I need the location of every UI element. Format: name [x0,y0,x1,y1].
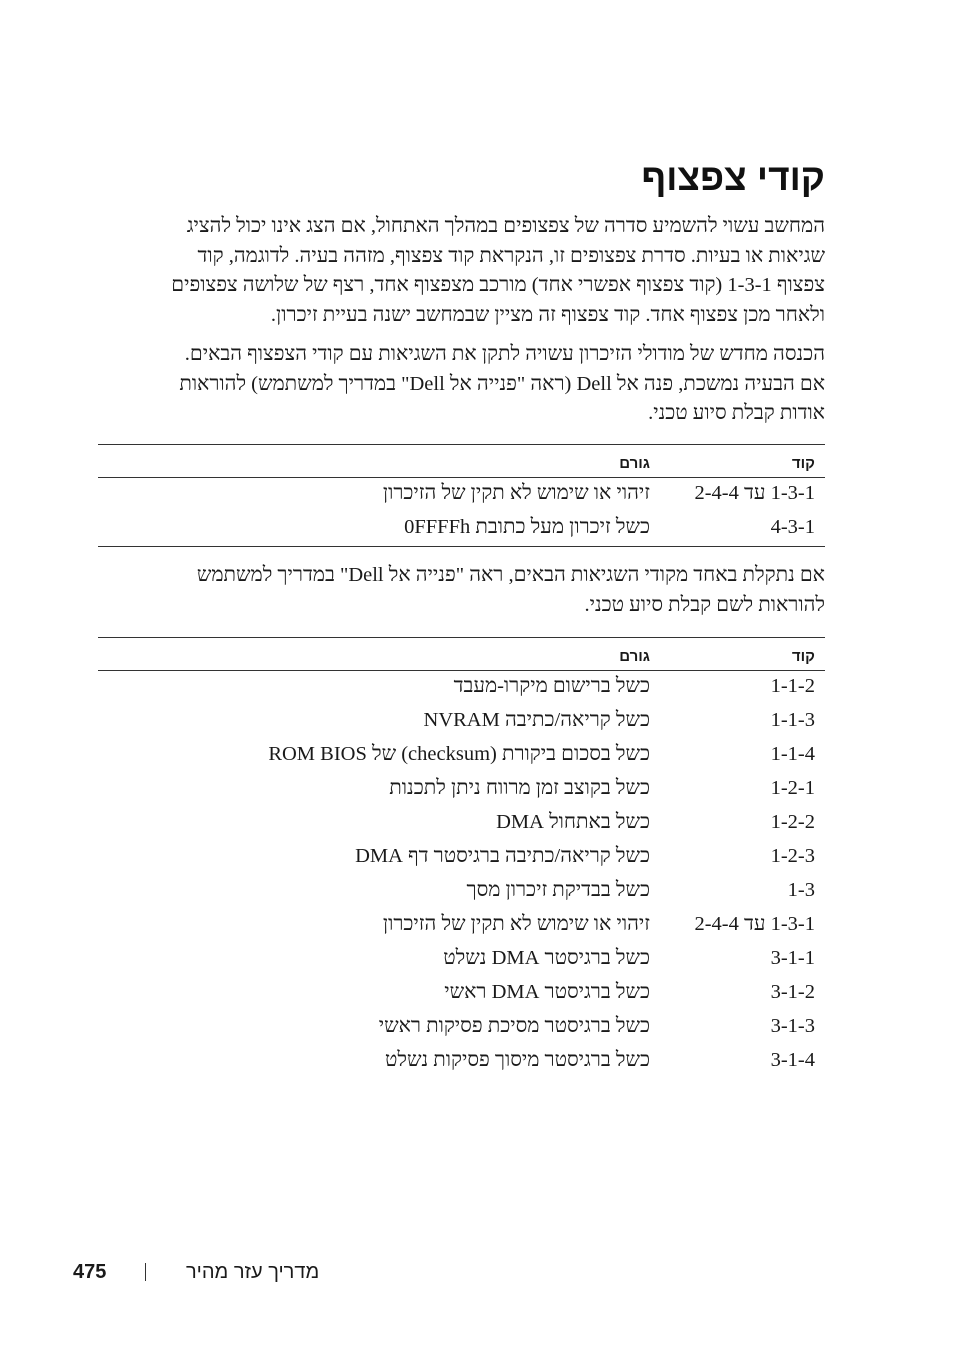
table-row [98,1045,825,1079]
row-code: 1-3-1 עד 2-4-4 [694,482,815,504]
memory-line: אם הבעיה נמשכת, פנה אל Dell (ראה "פנייה אל Dell" במדריך למשתמש) להוראות [179,372,825,395]
row-cause: כשל ברגיסטר מיסוך פסיקות נשלט [385,1049,650,1071]
memory-line: אודות קבלת סיוע טכני. [648,402,825,424]
row-cause: כשל זיכרון מעל כתובת 0FFFFh [404,516,650,538]
table-row [98,909,825,943]
table-row [98,671,825,705]
header-cause: גורם [619,455,650,472]
fatal-paragraph [98,561,825,620]
page-number: 475 [73,1261,107,1283]
table-row [98,807,825,841]
table-row [98,977,825,1011]
page-title: קודי צפצוף [641,157,825,198]
table-row [98,478,825,512]
row-code: 3-1-4 [770,1049,815,1071]
intro-line: צפצוף 1-3-1 (קוד צפצוף אפשרי אחד) מורכב מצפצוף אחד, רצף של שלושה צפצופים [171,274,825,296]
row-cause: כשל באתחול DMA [496,811,650,833]
row-code: 3-1-1 [770,947,815,969]
table-row [98,705,825,739]
table-row [98,773,825,807]
table-bottom-rule [98,546,825,547]
table-row [98,875,825,909]
header-cause: גורם [619,648,650,665]
header-code: קוד [791,455,815,472]
row-code: 4-3-1 [770,516,815,538]
row-cause: כשל קריאה/כתיבה NVRAM [423,709,650,731]
fatal-beep-table [98,637,825,1079]
row-code: 3-1-3 [770,1015,815,1037]
row-cause: כשל קריאה/כתיבה ברגיסטר דף DMA [355,845,650,867]
row-cause: כשל בסכום ביקורת (checksum) של ROM BIOS [268,743,650,765]
intro-line: המחשב עשוי להשמיע סדרה של צפצופים במהלך האתחול, אם הצג אינו יכול להציג [186,215,825,237]
intro-line: ולאחר מכן צפצוף אחד. קוד צפצוף זה מציין שבמחשב ישנה בעיית זיכרון. [270,303,825,326]
row-code: 1-2-3 [770,845,815,867]
header-code: קוד [791,648,815,665]
fatal-line: להוראות לשם קבלת סיוע טכני. [584,593,825,616]
row-code: 1-2-2 [770,811,815,833]
footer-divider [145,1263,146,1281]
row-cause: כשל ברגיסטר DMA ראשי [444,981,650,1003]
row-code: 1-1-3 [770,709,815,731]
table-row [98,739,825,773]
table-header [98,445,825,477]
intro-line: שגיאות או בעיות. סדרת צפצופים זו, הנקראת קוד צפצוף, מזהה בעיה. לדוגמה, קוד [197,244,825,267]
memory-line: הכנסה מחדש של מודולי הזיכרון עשויה לתקן את השגיאות עם קודי הצפצוף הבאים. [184,343,825,365]
row-cause: כשל ברגיסטר מסיכת פסיקות ראשי [378,1015,650,1037]
table-row [98,943,825,977]
table-row [98,841,825,875]
guide-title: מדריך עזר מהיר [186,1261,320,1283]
row-code: 3-1-2 [770,981,815,1003]
row-cause: כשל בבדיקת זיכרון מסך [466,879,650,901]
memory-beep-table [98,444,825,547]
row-cause: זיהוי או שימוש לא תקין של הזיכרון [382,913,650,935]
row-cause: כשל ברישום מיקרו-מעבד [453,675,650,697]
row-code: 1-3-1 עד 2-4-4 [694,913,815,935]
table-row [98,1011,825,1045]
intro-paragraph [98,212,825,330]
row-code: 1-1-4 [770,743,815,765]
fatal-line: אם נתקלת באחד מקודי השגיאות הבאים, ראה "פנייה אל Dell" במדריך למשתמש [196,564,825,586]
table-header [98,638,825,670]
page-footer [0,1259,954,1289]
row-code: 1-1-2 [770,675,815,697]
memory-paragraph [98,340,825,429]
row-code: 1-2-1 [770,777,815,799]
row-cause: כשל בקוצב זמן מרווח ניתן לתכנות [389,777,650,799]
row-cause: כשל ברגיסטר DMA נשלט [443,947,650,969]
row-cause: זיהוי או שימוש לא תקין של הזיכרון [382,482,650,504]
row-code: 1-3 [787,879,815,901]
table-row [98,512,825,546]
